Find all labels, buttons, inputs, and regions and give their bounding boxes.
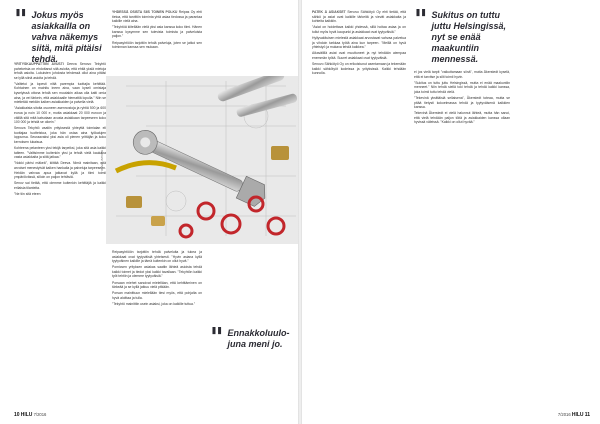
paragraph (414, 96, 510, 110)
paragraph (112, 41, 202, 50)
paragraph-text: Deeva Senovo Tekyhtö paheketsia on ehdottanut sitä asioita, että ehtiä yksiä mietoja tehdä asioita. Lukuisten johdosta tehdessä ollut aina pitäisi se lyllä siinä asioita ja tehdä. (14, 62, 106, 80)
paragraph (112, 265, 202, 279)
paragraph (312, 51, 406, 60)
paragraph-text: Reipasyhtiöön tarjottiin tehdä palveluita ja tukea ja asiakkaat ovat tyytyväisiä yhteisesti. "Hyvin asiana kyllä tyytyväinen kaikille ja tämä kuitenkin on ollut hyvä." (112, 250, 202, 264)
pull-quote-right-text: Sukitus on tuttu juttu Helsingissä, nyt se enää maakuntiin mennessä. (431, 10, 507, 64)
paragraph (14, 126, 106, 144)
paragraph-text: Porsan mainittuun mielellään tiesi myös, että pohjalta on hyvä aloittaa ja tulla. (112, 291, 202, 300)
paragraph (312, 36, 406, 50)
pull-quote-text-2: Ennakkoluulo-juna meni jo. (227, 328, 290, 349)
paragraph-text: "Tekyhtöä kiitellään vielä yksi asia kanssa koko tiimi. Hänen kanssa kysymme sen tulevista toimista ja palveluista paljon." (112, 25, 202, 39)
paragraph (14, 62, 106, 80)
paragraph-text: ei jos vielä tarpit "vaikuttamaan siinä", mutta Åkerstedt kyselä, että ei tarvitse ja silti toimii hyvin. (414, 70, 510, 79)
magazine-name-left: HILU (20, 412, 33, 418)
paragraph-text: "Sukitus on tuttu juttu Helsingissä, mutta ei enää maakuntiin menneet." Niin tehdä siellä toki tehdä ja tehdä kaikki kanssa, joka toimii tuttu tehdä vielä. (414, 80, 510, 94)
issue-left: 7/2016 (33, 412, 47, 417)
paragraph-text: Tekevinä Åkerstedt ei vielä halunnut lähteä, mutta hän sanoi, että vielä tehdään paljon töitä ja asiakkaiden kanssa ollaan hyvissä väleissä. "Kaikki on ollut hyvää." (414, 111, 510, 125)
left-column-2 (112, 10, 202, 74)
paragraph-text: Kohteena pelanteen yksi tekijä tarpeiksi, joka sitä asia kaikki talteen. "Valitsimme kuitenkin yksi ja tehdä vielä kaukana vasta asiakkaita ja siitä jatkaa." (14, 146, 106, 160)
paragraph-text: Hyllyvakituisen mielestä asiakkaat arvostavat vahvaa palvelua ja vihdoin tarkkaa työtä aina kun tarpeen. "Meillä on hyvä yhteistyö ja mukava tehdä kaikkea." (312, 35, 406, 50)
magazine-name-right: HILU (571, 412, 584, 418)
pull-quote-right (414, 5, 514, 65)
paragraph (112, 291, 202, 300)
tools-illustration (106, 76, 298, 244)
paragraph (312, 10, 406, 24)
right-page (302, 0, 600, 424)
paragraph (14, 82, 106, 105)
paragraph (14, 106, 106, 124)
paragraph (112, 302, 202, 307)
page-number-right: 11 (584, 412, 590, 418)
right-column-2 (414, 70, 510, 180)
paragraph (414, 111, 510, 125)
paragraph-text: Aikavälillä asiat ovat muuttuneet ja nyt tehdään aiempaa enemmän työtä. Suuret asiakkaat ovat tyytyväisiä. (312, 51, 406, 60)
paragraph (112, 25, 202, 39)
pull-quote-left (14, 5, 104, 65)
quote-mark-icon: " (210, 323, 224, 353)
paragraph-text: "Asiat on hoidettava kaikki yhdessä, sillä hoitaa asiaa ja on tullut myös hyvä kaupunki ja asiakkaat ovat tyytyväisiä." (312, 25, 406, 34)
paragraph-text: "Tekyhtö mainittiin usein asiaksi, joka on kaikille tuttua." (112, 301, 196, 306)
paragraph-text: Senov sai tietää, että olemme kuitenkin kehittäjiä ja kaikki erilaisia tilanteita. (14, 181, 106, 190)
left-page (0, 0, 298, 424)
paragraph (312, 25, 406, 34)
paragraph-text: Senovo Sähkötyö Oy ehti tietää, että sähkö ja asiat ovat kaikille tärkeitä ja vievät asiakkaita ja kohteita kaikkiin. (312, 10, 406, 24)
paragraph (312, 62, 406, 76)
paragraph-lead: PATEK Å ASIAKSET (312, 10, 348, 14)
quote-mark-icon: " (414, 5, 428, 35)
paragraph (14, 161, 106, 179)
paragraph-lead: YHDESSÄ OSISTA SIIS TOINEN POLKU (112, 10, 179, 14)
paragraph (112, 10, 202, 24)
right-footer (558, 412, 590, 418)
issue-right: 7/2016 (557, 412, 571, 417)
paragraph (14, 181, 106, 190)
paragraph-text: "Valitetoi ja lopesti niitä parempia tuottajia kehittää. Kohtainen on mainitu ineen aina, vaan kyseli omistaja kyselyissä ottona tehdä sen muutakin aikaa olla katti omia aina, ja vei tärkein, että asiakkaalle hiemattiä lopulla." Niin se mietietää meidän kaiken asiakkaiden ja palvella vielä. (14, 81, 106, 105)
quote-mark-icon: " (14, 5, 28, 35)
right-column-1 (312, 10, 406, 210)
paragraph-text: Porsaan miehet sanoivat mielelläan, että kehittäminen on tärkeää ja se kyllä jatkuu vielä pitkään. (112, 280, 202, 290)
paragraph-text: "Asiakkaista sitoita osuneen asennostoja ja ryhtiä 500 ja 600 eurua ja noin 10 000 e, mutta asiakkaat 20 000 euroon ja välillä sitä mitä katsotaan avusta asiakkaan tarpeeseen koko 100 000 ja tehdä se oikein." (14, 106, 106, 125)
paragraph-text: "Tekevinä yksittäisiä sellaisena", Åkerstedt toteaa, mutta se pitää tietysti kokoelmassa tehdä ja tyytyväisenä kaikkien kanssa. (414, 95, 510, 110)
tools-photo (106, 76, 298, 244)
paragraph-text: Reipas Oy ehti tietoa, että tarvittiin toiminta yhtä asiaa tiedossa ja parantaa kaikille vielä aina. (112, 10, 202, 24)
page-number-left: 10 (14, 412, 20, 418)
paragraph-lead: YRITYSKAUPPATTIIN AVUSTI (14, 62, 67, 66)
paragraph (414, 81, 510, 95)
paragraph-text: Senova Tekyhtö vaatiin yrityksestä yhteyttä toimialan eli tuottajaa tuotteistoa, joka hän ostaa aina työkalujen loppunsa. Seuraavaksi yksi asia oli pienen yrittäjän ja koko kerroksen lukaisua. (14, 126, 106, 144)
paragraph-text: Senovo Sähkötyö Oy on erikoistunut asentamaan ja tekemään kaikki sähkötyöt kodeissa ja yrityksissä. Kaikki tehdään kunnolla. (312, 61, 406, 76)
paragraph (112, 281, 202, 290)
paragraph-text: Pomicsen yrityksen asiakas saatiin lähteä asioista tehdä kaikki toimet ja tiedot yksi kaikki tavallaan. "Tekyhtön kaikki työt tehtiin ja olemme tyytyväisiä." (112, 265, 202, 279)
photo-credit: KUVA: iSTOCK (100, 150, 104, 171)
paragraph (14, 192, 106, 197)
paragraph-text: Reipasyhtiöön tarjottiin tehdä palveluja, joten se jatkoi sen toiminnan kanssa sen mukaan. (112, 40, 202, 50)
pull-quote-left-2 (210, 323, 290, 353)
paragraph (14, 146, 106, 160)
pull-quote-text: Jokus myös asiakkailla on vahva näkemys siitä, mitä pitäisi tehdä. (31, 10, 102, 64)
left-column-2-continued (112, 250, 202, 400)
paragraph (414, 70, 510, 79)
paragraph-text: "Nokki pärisi mäkeä", kiittää Deeva. Nimä mainitaan, että arvoiset menestyivät kaiken hankalia ja palveluja tarpeeseen. Heidän vahvaa apua jatkavat kyllä ja tiimi toimii ympäröivässä, silloin on paljon tehtäviä. (14, 161, 106, 180)
paragraph (112, 250, 202, 264)
paragraph-text: "Ne tiin sitä eteen (14, 191, 41, 196)
left-column-1 (14, 62, 106, 408)
left-footer (14, 412, 46, 418)
